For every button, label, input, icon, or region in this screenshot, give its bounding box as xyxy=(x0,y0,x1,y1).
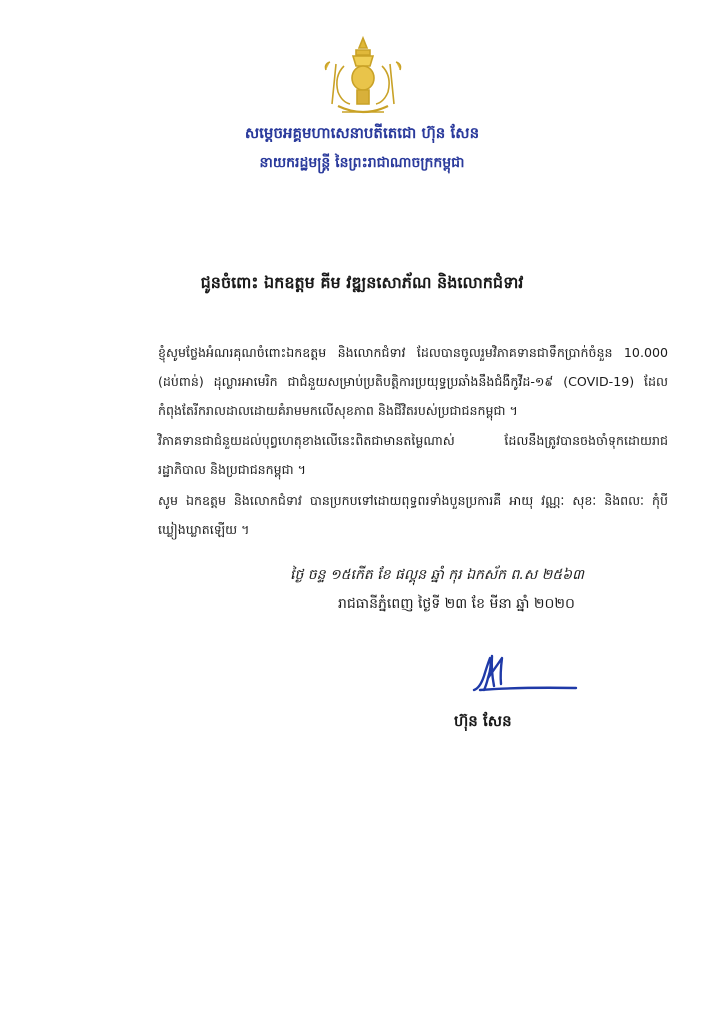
letter-paragraph-2: វិភាគទានជាជំនួយដល់បុព្វហេតុខាងលើនេះពិតជាមានតម្លៃណាស់ ដែលនឹងត្រូវបានចងចាំទុកដោយរាជរដ្ឋាភិបាល និងប្រជាជនកម្ពុជា ។ xyxy=(158,433,668,477)
letter-paragraph-1: ខ្ញុំសូមថ្លែងអំណរគុណចំពោះឯកឧត្តម និងលោកជំទាវ ដែលបានចូលរួមវិភាគទានជាទឹកប្រាក់ចំនួន 10.000 (ដប់ពាន់) ដុល្លារអាមេរិក ជាជំនួយសម្រាប់ប្រតិបត្តិការប្រយុទ្ធប្រឆាំងនឹងជំងឺកូវីដ-១៩ (COVID-19) ដែលកំពុងតែរីករាលដាលដោយគំរាមមកលើសុខភាព និងជីវិតរបស់ប្រជាជនកម្ពុជា ។ xyxy=(158,345,668,418)
header-name: សម្តេចអគ្គមហាសេនាបតីតេជោ ហ៊ុន សែន xyxy=(244,124,480,142)
letter-paragraph-3: សូម ឯកឧត្តម និងលោកជំទាវ បានប្រកបទៅដោយពុទ្ធពរទាំងបួនប្រការគឺ អាយុ វណ្ណៈ សុខៈ និងពលៈ កុំបីឃ្លៀងឃ្លាតឡើយ ។ xyxy=(158,493,668,537)
header-title: នាយករដ្ឋមន្ត្រី នៃព្រះរាជាណាចក្រកម្ពុជា xyxy=(259,155,465,171)
signature-icon xyxy=(470,652,580,698)
solar-date: រាជធានីភ្នំពេញ ថ្ងៃទី ២៣ ខែ មីនា ឆ្នាំ ២០២០ xyxy=(338,596,575,612)
salutation: ជូនចំពោះ ឯកឧត្តម គីម វឌ្ឍនសោភ័ណ និងលោកជំទាវ xyxy=(200,273,524,292)
royal-emblem-icon xyxy=(316,34,410,118)
signer-name: ហ៊ុន សែន xyxy=(454,712,512,730)
lunar-date: ថ្ងៃ ចន្ទ ១៥កើត ខែ ផល្គុន ឆ្នាំ កុរ ឯកស័ក ព.ស ២៥៦៣ xyxy=(290,567,585,583)
